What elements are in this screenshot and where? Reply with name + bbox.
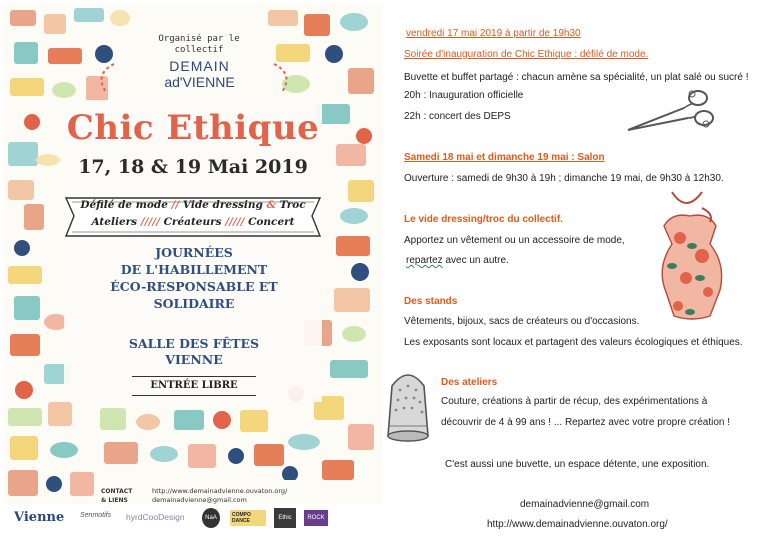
ribbon-concert: Concert (248, 216, 295, 228)
ouverture-text: Ouverture : samedi de 9h30 à 19h ; dimanche 19 mai, de 9h30 à 12h30. (404, 173, 724, 184)
ribbon-line1 (66, 199, 320, 211)
thimble-icon (380, 364, 436, 444)
logo-naa: NaA (202, 508, 220, 528)
poster-brand-line2: ad'VIENNE (164, 74, 235, 90)
poster-entree: ENTRÉE LIBRE (132, 376, 256, 396)
poster-url: http://www.demainadvienne.ouvaton.org/ (152, 487, 288, 495)
poster-city: VIENNE (165, 352, 223, 367)
contact-url: http://www.demainadvienne.ouvaton.org/ (487, 519, 668, 530)
vide-dressing-heading: Le vide dressing/troc du collectif. (404, 214, 563, 225)
poster-email: demainadvienne@gmail.com (152, 496, 247, 504)
poster-organized-by: Organisé par le collectif (158, 34, 240, 55)
ribbon-vide: Vide dressing (182, 199, 263, 211)
repartez-word: repartez (406, 255, 443, 266)
concert-time: 22h : concert des DEPS (404, 111, 511, 122)
logo-ethic: Ethic (274, 508, 296, 528)
logo-hyrdcoo: hyrdCooDesign (126, 512, 185, 522)
contact-label-2: & LIENS (101, 497, 128, 504)
inauguration-time: 20h : Inauguration officielle (404, 90, 524, 101)
poster-contact-label (101, 487, 141, 505)
contact-label-1: CONTACT (101, 488, 133, 495)
ribbon-createurs: Créateurs (163, 216, 222, 228)
journees-line: JOURNÉES (155, 245, 233, 260)
stands-line1: Vêtements, bijoux, sacs de créateurs ou d'occasions. (404, 316, 640, 327)
poster-brand-line1: DEMAIN (169, 58, 230, 74)
sponsor-logos (4, 504, 382, 535)
buvette-text: Buvette et buffet partagé : chacun amène sa spécialité, un plat salé ou sucré ! (404, 72, 749, 83)
ribbon-sep: // (167, 199, 183, 211)
buvette-exposition: C'est aussi une buvette, un espace détente, une exposition. (445, 459, 710, 470)
poster-contact (152, 487, 302, 505)
journees-line: SOLIDAIRE (153, 296, 235, 311)
stands-heading: Des stands (404, 296, 458, 307)
contact-email: demainadvienne@gmail.com (520, 499, 650, 510)
vide-dressing-line1: Apportez un vêtement ou un accessoire de mode, (404, 235, 625, 246)
vide-dressing-line2-rest: avec un autre. (442, 255, 509, 266)
ribbon-amp: & (262, 199, 280, 211)
logo-rock: ROCK (304, 510, 328, 526)
vide-dressing-line2 (406, 255, 509, 267)
soiree-heading: Soirée d'inauguration de Chic Ethique : défilé de mode. (404, 49, 649, 60)
poster-dates: 17, 18 & 19 Mai 2019 (78, 156, 308, 178)
pattern-bottom-row (100, 408, 284, 468)
stands-line2: Les exposants sont locaux et partagent des valeurs écologiques et éthiques. (404, 337, 743, 348)
ateliers-line2: découvrir de 4 à 99 ans ! ... Repartez avec votre propre création ! (441, 417, 731, 428)
ribbon-ateliers: Ateliers (91, 216, 138, 228)
journees-line: ÉCO-RESPONSABLE ET (110, 279, 278, 294)
ribbon-line2 (66, 216, 320, 228)
logo-compo-dance: COMPO DANCE (230, 510, 266, 526)
ateliers-line1: Couture, créations à partir de récup, des expérimentations à (441, 396, 708, 407)
logo-vienne: Vienne (14, 510, 65, 525)
event-poster (4, 4, 382, 535)
ribbon-troc: Troc (279, 199, 306, 211)
ribbon-sep: ///// (137, 216, 164, 228)
ateliers-heading: Des ateliers (441, 377, 498, 388)
salon-heading: Samedi 18 mai et dimanche 19 mai : Salon (404, 152, 605, 163)
ribbon-sep: ///// (221, 216, 249, 228)
swimsuit-illustration (642, 186, 738, 336)
scissors-icon (622, 84, 718, 136)
ribbon-defile: Défilé de mode (80, 199, 168, 211)
poster-salle: SALLE DES FÊTES (128, 336, 260, 351)
logo-senmotifs: Senmotifs (80, 512, 112, 519)
poster-journees (84, 244, 304, 312)
date-friday: vendredi 17 mai 2019 à partir de 19h30 (406, 28, 581, 39)
poster-title: Chic Ethique (66, 108, 320, 148)
journees-line: DE L'HABILLEMENT (120, 262, 268, 277)
